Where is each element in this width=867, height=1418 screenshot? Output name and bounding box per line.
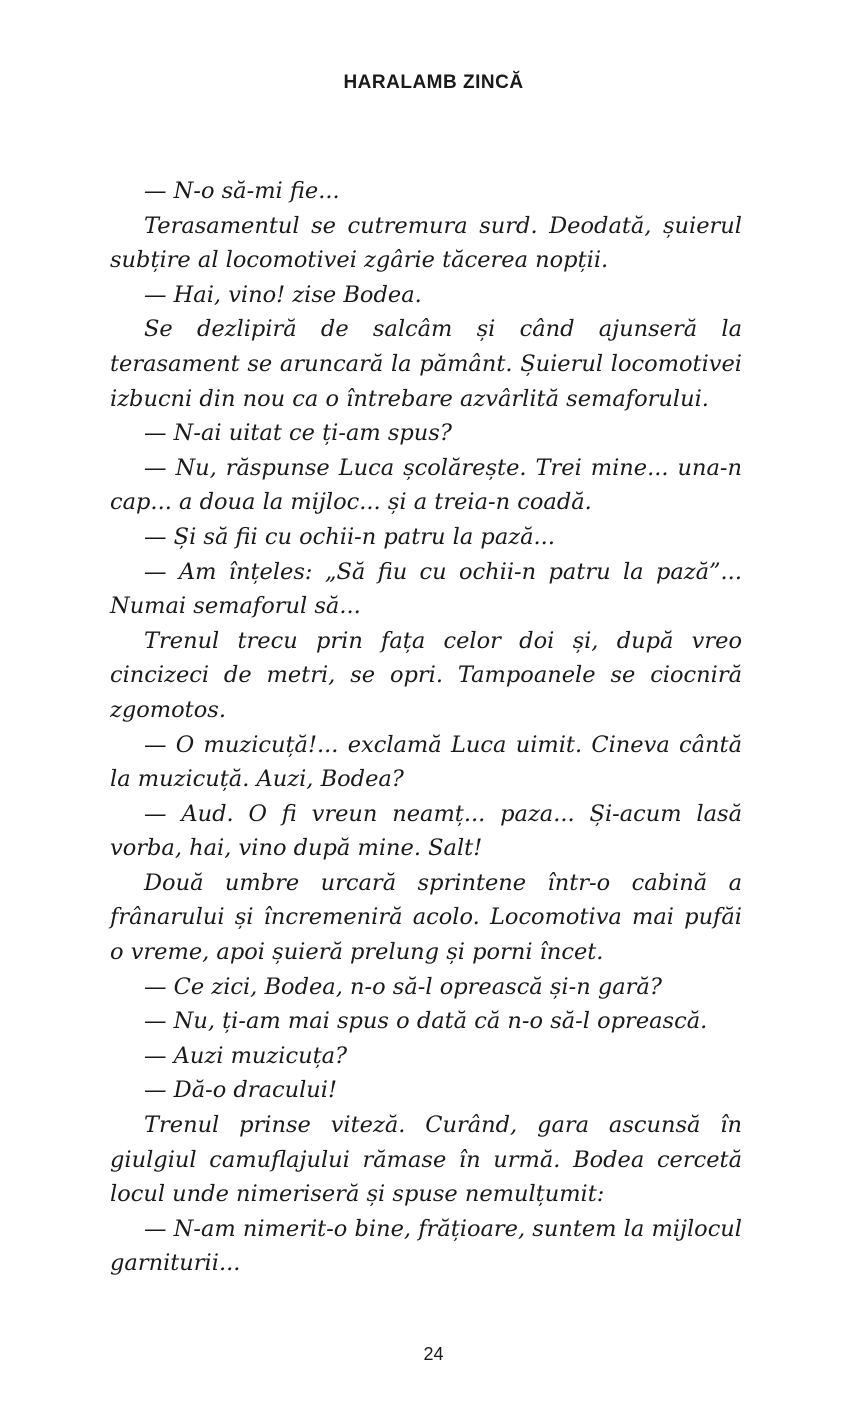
paragraph: — Auzi muzicuța?: [144, 1042, 348, 1069]
paragraph: — Nu, răspunse Luca școlărește. Trei mine... una-n cap... a doua la mijloc... și a treia-n coadă.: [110, 454, 742, 516]
paragraph: — Aud. O fi vreun neamț... paza... Și-acum lasă vorba, hai, vino după mine. Salt!: [110, 800, 742, 862]
paragraph: — N-o să-mi fie...: [144, 178, 340, 204]
paragraph: Trenul prinse viteză. Curând, gara ascunsă în giulgiul camuflajului rămase în urmă. Bodea cercetă locul unde nimeriseră și spuse nemulțumit:: [110, 1112, 742, 1208]
running-header: HARALAMB ZINCĂ: [343, 72, 524, 93]
paragraph: — N-ai uitat ce ți-am spus?: [144, 420, 452, 447]
paragraph: Două umbre urcară sprintene într-o cabină a frânarului și încremeniră acolo. Locomotiva mai pufăi o vreme, apoi șuieră prelung și porni încet.: [110, 869, 742, 966]
paragraph: — O muzicuță!... exclamă Luca uimit. Cineva cântă la muzicuță. Auzi, Bodea?: [110, 731, 742, 793]
paragraph: Se dezlipiră de salcâm și când ajunseră la terasament se aruncară la pământ. Șuierul locomotivei izbucni din nou ca o întrebare azvârlită semaforului.: [110, 316, 742, 412]
paragraph: — Am înțeles: „Să fiu cu ochii-n patru la pază”... Numai semaforul să...: [110, 558, 742, 620]
paragraph: — Nu, ți-am mai spus o dată că n-o să-l oprească.: [144, 1008, 708, 1035]
paragraph: Terasamentul se cutremura surd. Deodată, șuierul subțire al locomotivei zgârie tăcerea nopții.: [110, 212, 742, 274]
paragraph: — N-am nimerit-o bine, frățioare, suntem la mijlocul garniturii...: [110, 1215, 742, 1277]
paragraph: — Și să fii cu ochii-n patru la pază...: [144, 523, 555, 550]
page-number: 24: [423, 1344, 444, 1364]
body-text: [110, 174, 742, 1281]
paragraph: — Hai, vino! zise Bodea.: [144, 281, 422, 308]
paragraph: Trenul trecu prin fața celor doi și, după vreo cincizeci de metri, se opri. Tampoanele se ciocniră zgomotos.: [110, 627, 742, 723]
paragraph: — Dă-o dracului!: [144, 1077, 337, 1104]
paragraph: — Ce zici, Bodea, n-o să-l oprească și-n gară?: [144, 973, 662, 1000]
